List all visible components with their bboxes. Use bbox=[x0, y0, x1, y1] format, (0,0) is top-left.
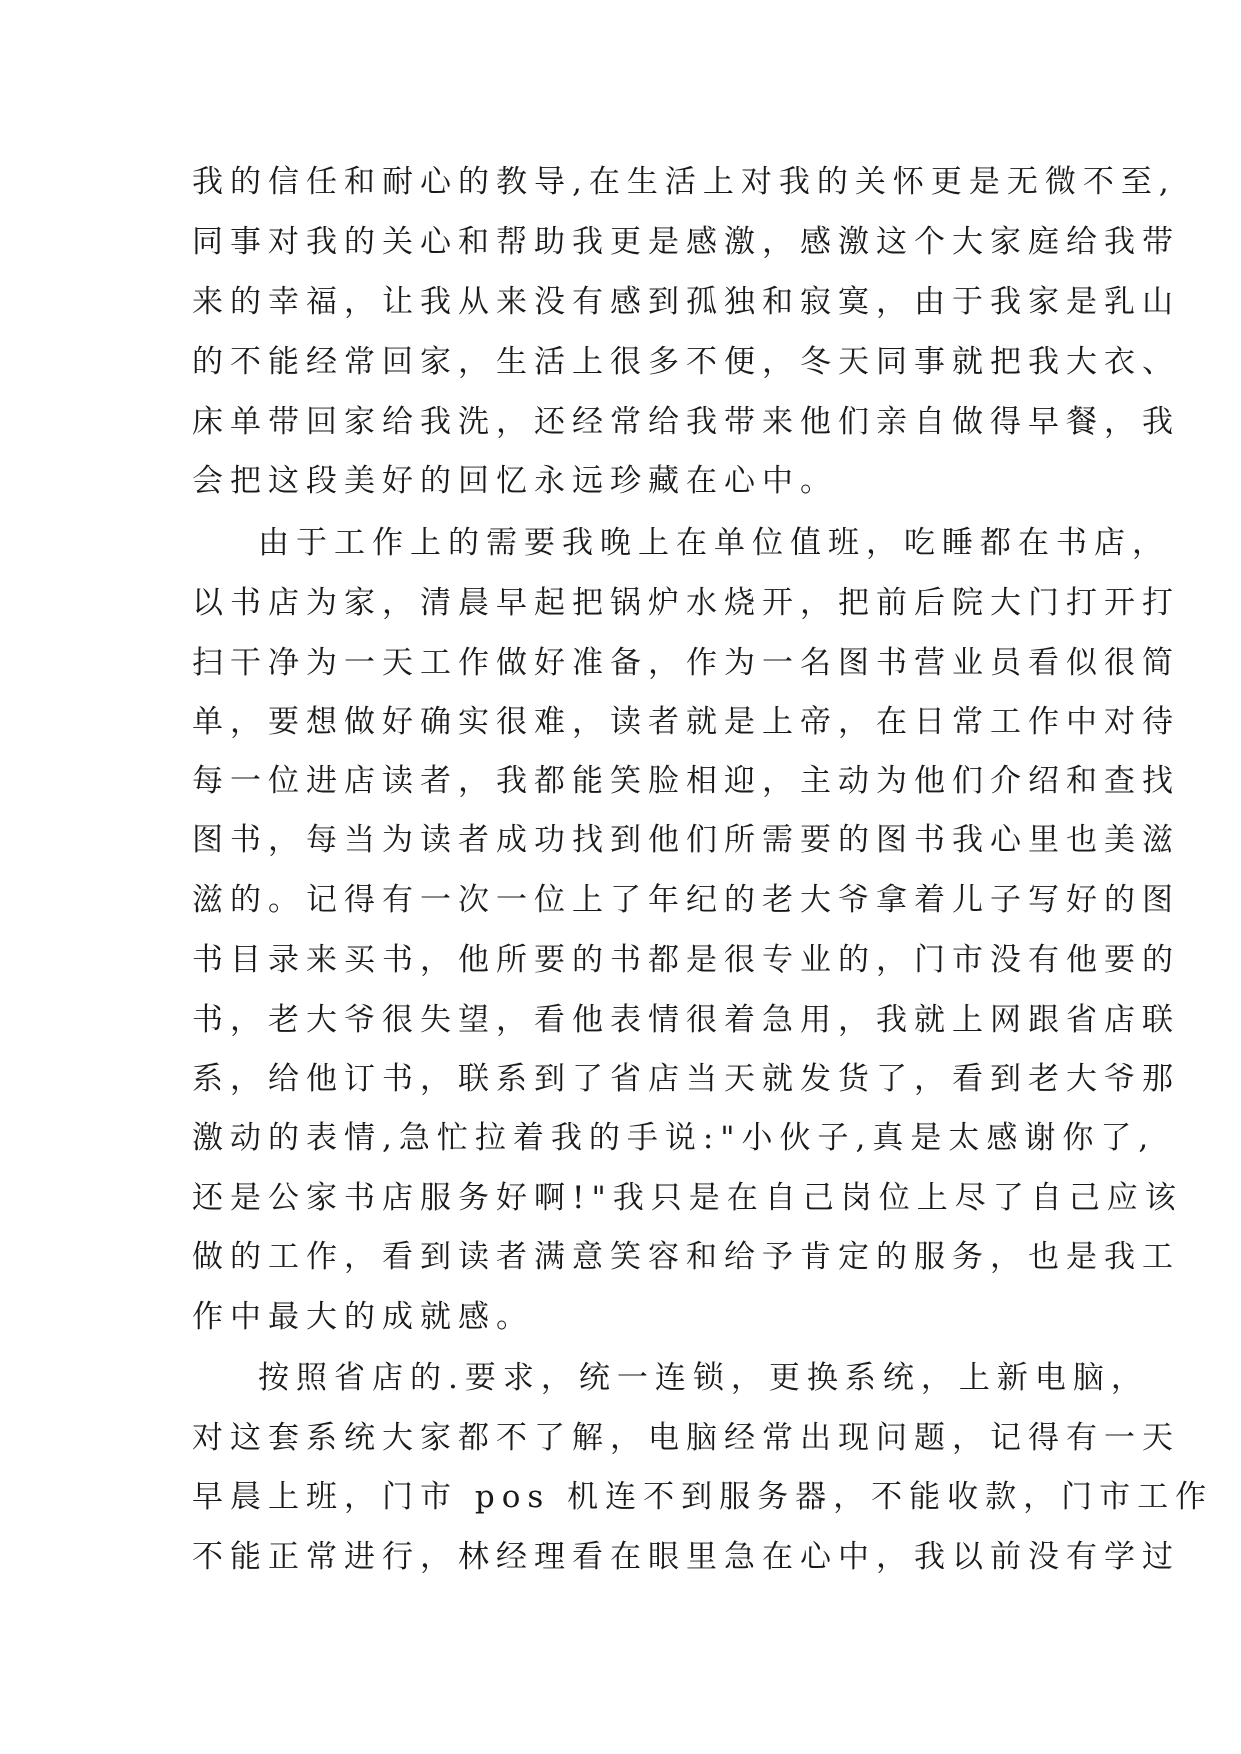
text-line: 图书，每当为读者成功找到他们所需要的图书我心里也美滋 bbox=[192, 822, 1180, 858]
text-line: 做的工作，看到读者满意笑容和给予肯定的服务，也是我工 bbox=[192, 1239, 1180, 1275]
text-line: 不能正常进行，林经理看在眼里急在心中，我以前没有学过 bbox=[192, 1539, 1180, 1575]
text-line: 床单带回家给我洗，还经常给我带来他们亲自做得早餐，我 bbox=[192, 404, 1180, 440]
text-line: 每一位进店读者，我都能笑脸相迎，主动为他们介绍和查找 bbox=[192, 763, 1180, 799]
text-line: 作中最大的成就感。 bbox=[192, 1299, 534, 1335]
text-line: 系，给他订书，联系到了省店当天就发货了，看到老大爷那 bbox=[192, 1061, 1180, 1097]
text-line: 以书店为家，清晨早起把锅炉水烧开，把前后院大门打开打 bbox=[192, 585, 1180, 621]
text-line: 激动的表情,急忙拉着我的手说:"小伙子,真是太感谢你了, bbox=[192, 1120, 1156, 1156]
text-line: 对这套系统大家都不了解，电脑经常出现问题，记得有一天 bbox=[192, 1420, 1180, 1456]
text-line: 同事对我的关心和帮助我更是感激，感激这个大家庭给我带 bbox=[192, 224, 1180, 260]
paragraph-first-line: 由于工作上的需要我晚上在单位值班，吃睡都在书店， bbox=[258, 525, 1170, 561]
text-line: 书目录来买书，他所要的书都是很专业的，门市没有他要的 bbox=[192, 942, 1180, 978]
text-line: 来的幸福，让我从来没有感到孤独和寂寞，由于我家是乳山 bbox=[192, 284, 1180, 320]
text-line: 还是公家书店服务好啊!"我只是在自己岗位上尽了自己应该 bbox=[192, 1180, 1183, 1216]
text-line: 单，要想做好确实很难，读者就是上帝，在日常工作中对待 bbox=[192, 704, 1180, 740]
text-line: 会把这段美好的回忆永远珍藏在心中。 bbox=[192, 463, 838, 499]
text-line: 滋的。记得有一次一位上了年纪的老大爷拿着儿子写好的图 bbox=[192, 882, 1180, 918]
text-line: 的不能经常回家，生活上很多不便，冬天同事就把我大衣、 bbox=[192, 344, 1180, 380]
paragraph-first-line: 按照省店的.要求，统一连锁，更换系统，上新电脑， bbox=[258, 1360, 1149, 1396]
text-line: 我的信任和耐心的教导,在生活上对我的关怀更是无微不至, bbox=[192, 164, 1176, 200]
text-line: 早晨上班，门市 pos 机连不到服务器，不能收款，门市工作 bbox=[192, 1479, 1214, 1515]
text-line: 书，老大爷很失望，看他表情很着急用，我就上网跟省店联 bbox=[192, 1002, 1180, 1038]
text-line: 扫干净为一天工作做好准备，作为一名图书营业员看似很简 bbox=[192, 645, 1180, 681]
